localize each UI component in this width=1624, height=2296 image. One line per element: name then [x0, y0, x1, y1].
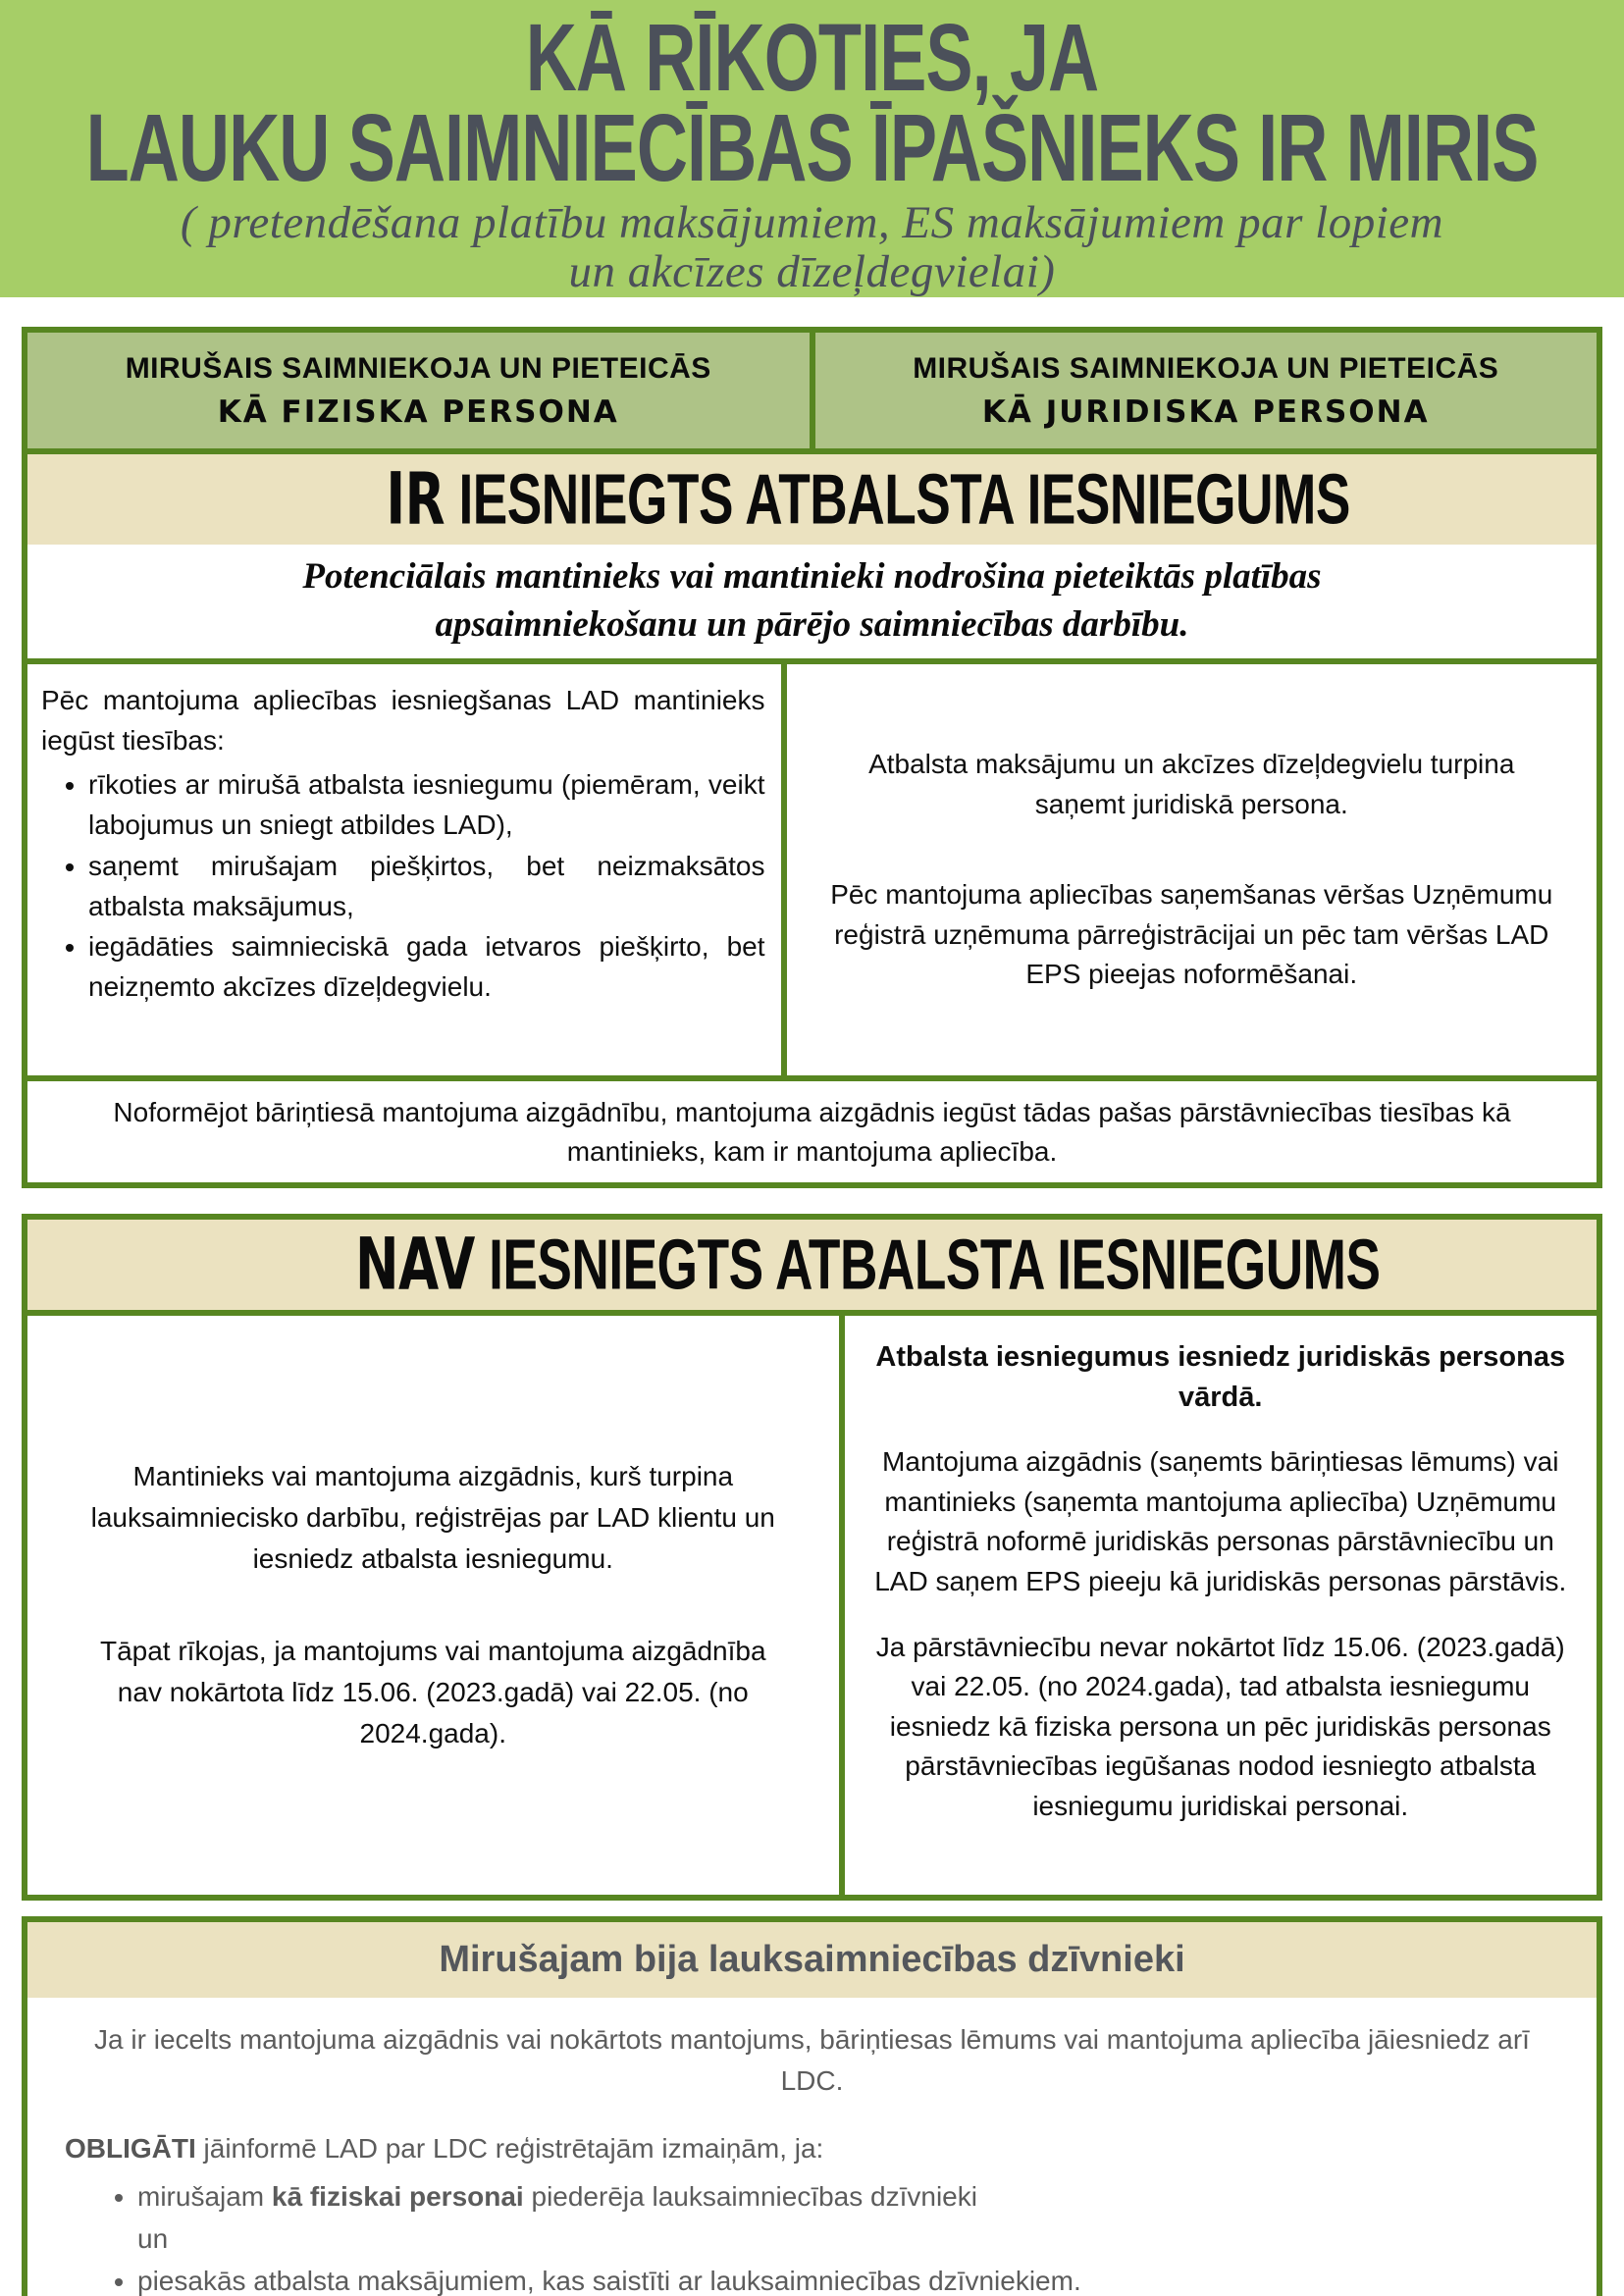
header-fiziska-line1: MIRUŠAIS SAIMNIEKOJA UN PIETEICĀS — [125, 352, 711, 385]
box1-columns — [27, 664, 1597, 1081]
livestock-para: Ja ir iecelts mantojuma aizgādnis vai nokārtots mantojums, bāriņtiesas lēmums vai mantojuma apliecība jāiesniedz arī LDC. — [94, 2024, 1530, 2096]
list-item — [137, 2177, 1559, 2218]
livestock-heading: Mirušajam bija lauksaimniecības dzīvnieki — [439, 1939, 1185, 1980]
list-item: • saņemt mirušajam piešķirtos, bet neizmaksātos atbalsta maksājumus, — [88, 846, 765, 926]
box1-right-para1: Atbalsta maksājumu un akcīzes dīzeļdegvielu turpina saņemt juridiskā persona. — [868, 749, 1515, 819]
box2-left-para1: Mantinieks vai mantojuma aizgādnis, kurš turpina lauksaimniecisko darbību, reģistrējas par LAD klientu un iesniedz atbalsta iesniegumu. — [90, 1461, 775, 1574]
band-ir-rest: IESNIEGTS ATBALSTA IESNIEGUMS — [445, 458, 1350, 540]
box1-left-bullet-list — [41, 764, 765, 1007]
list-item: • iegādāties saimnieciskā gada ietvaros piešķirto, bet neizņemto akcīzes dīzeļdegvielu. — [88, 926, 765, 1007]
list-item: • rīkoties ar mirušā atbalsta iesniegumu (piemēram, veikt labojumus un sniegt atbildes LAD), — [88, 764, 765, 845]
box1-footer-text: Noformējot bāriņtiesā mantojuma aizgādnību, mantojuma aizgādnis iegūst tādas pašas pārstāvniecības tiesības kā mantinieks, kam ir mantojuma apliecība. — [113, 1096, 1511, 1167]
header-juridiska-line2: KĀ JURIDISKA PERSONA — [981, 394, 1430, 430]
obligati-strong: OBLIGĀTI — [65, 2133, 196, 2164]
livestock-heading-band — [27, 1922, 1597, 1998]
livestock-bullet-list-1 — [65, 2177, 1559, 2218]
box1-right-para2: Pēc mantojuma apliecības saņemšanas vēršas Uzņēmumu reģistrā uzņēmuma pārreģistrācijai un pēc tam vēršas LAD EPS pieejas noformēšanai. — [830, 879, 1553, 990]
band-ir-iesniegts — [27, 454, 1597, 545]
box2-left-para2: Tāpat rīkojas, ja mantojums vai mantojuma aizgādnība nav nokārtota līdz 15.06. (2023.gadā) vai 22.05. (no 2024.gada). — [99, 1636, 766, 1748]
bullet1-pre: mirušajam — [137, 2180, 272, 2212]
box2-columns — [27, 1316, 1597, 1895]
note-text: Potenciālais mantinieks vai mantinieki nodrošina pieteiktās platības apsaimniekošanu un pārējo saimniecības darbību. — [302, 556, 1322, 645]
livestock-body — [27, 1998, 1597, 2296]
list-item: • piesakās atbalsta maksājumiem, kas saistīti ar lauksaimniecības dzīvniekiem. — [137, 2262, 1559, 2296]
band-nav-rest: IESNIEGTS ATBALSTA IESNIEGUMS — [475, 1224, 1381, 1305]
box2-left-cell — [27, 1316, 845, 1895]
section-livestock — [22, 1916, 1602, 2296]
band-ir-strong: IR — [386, 458, 445, 542]
page-subtitle-line2: un akcīzes dīzeļdegvielai) — [568, 246, 1056, 297]
box2-right-para2: Ja pārstāvniecību nevar nokārtot līdz 15.06. (2023.gadā) vai 22.05. (no 2024.gada), tad atbalsta iesniegumu iesniedz kā fiziska persona un pēc juridiskās personas pārstāvniecības iegūšanas nodod iesniegto atbalsta iesniegumu juridiskai personai. — [875, 1631, 1565, 1821]
box1-left-intro: Pēc mantojuma apliecības iesniegšanas LAD mantinieks iegūst tiesības: — [41, 685, 765, 757]
box2-right-heading: Atbalsta iesniegumus iesniedz juridiskās personas vārdā. — [875, 1341, 1566, 1413]
banner — [0, 0, 1624, 297]
obligati-rest: jāinformē LAD par LDC reģistrētajām izmaiņām, ja: — [195, 2133, 824, 2164]
livestock-bullet-list-2 — [65, 2262, 1559, 2296]
section-application-not-submitted — [22, 1214, 1602, 1901]
connector-un: un — [137, 2223, 169, 2255]
band-nav-iesniegts — [27, 1220, 1597, 1316]
bullet1-post: piederēja lauksaimniecības dzīvnieki — [523, 2180, 977, 2212]
obligati-line — [65, 2129, 1559, 2169]
section-application-submitted — [22, 327, 1602, 1188]
band-nav-text — [243, 1140, 1381, 1390]
page-subtitle-line1: ( pretendēšana platību maksājumiem, ES maksājumiem par lopiem — [180, 197, 1444, 248]
box2-right-cell — [845, 1316, 1598, 1895]
page-title-line2: LAUKU SAIMNIECĪBAS ĪPAŠNIEKS IR MIRIS — [85, 94, 1539, 202]
page-title-line1: KĀ RĪKOTIES, JA — [525, 4, 1099, 112]
header-juridiska-line1: MIRUŠAIS SAIMNIEKOJA UN PIETEICĀS — [913, 352, 1499, 385]
band-nav-strong: NAV — [355, 1224, 476, 1307]
page-subtitle — [0, 198, 1624, 296]
bullet1-strong: kā fiziskai personai — [271, 2180, 524, 2212]
box1-right-cell — [787, 664, 1598, 1075]
box1-left-cell — [27, 664, 787, 1075]
box2-right-para1: Mantojuma aizgādnis (saņemts bāriņtiesas lēmums) vai mantinieks (saņemta mantojuma apliecība) Uzņēmumu reģistrā noformē juridiskās personas pārstāvniecību un LAD saņem EPS pieeju kā juridiskās personas pārstāvis. — [874, 1446, 1567, 1596]
header-fiziska-line2: KĀ FIZISKA PERSONA — [217, 394, 619, 430]
band-ir-text — [274, 375, 1350, 625]
